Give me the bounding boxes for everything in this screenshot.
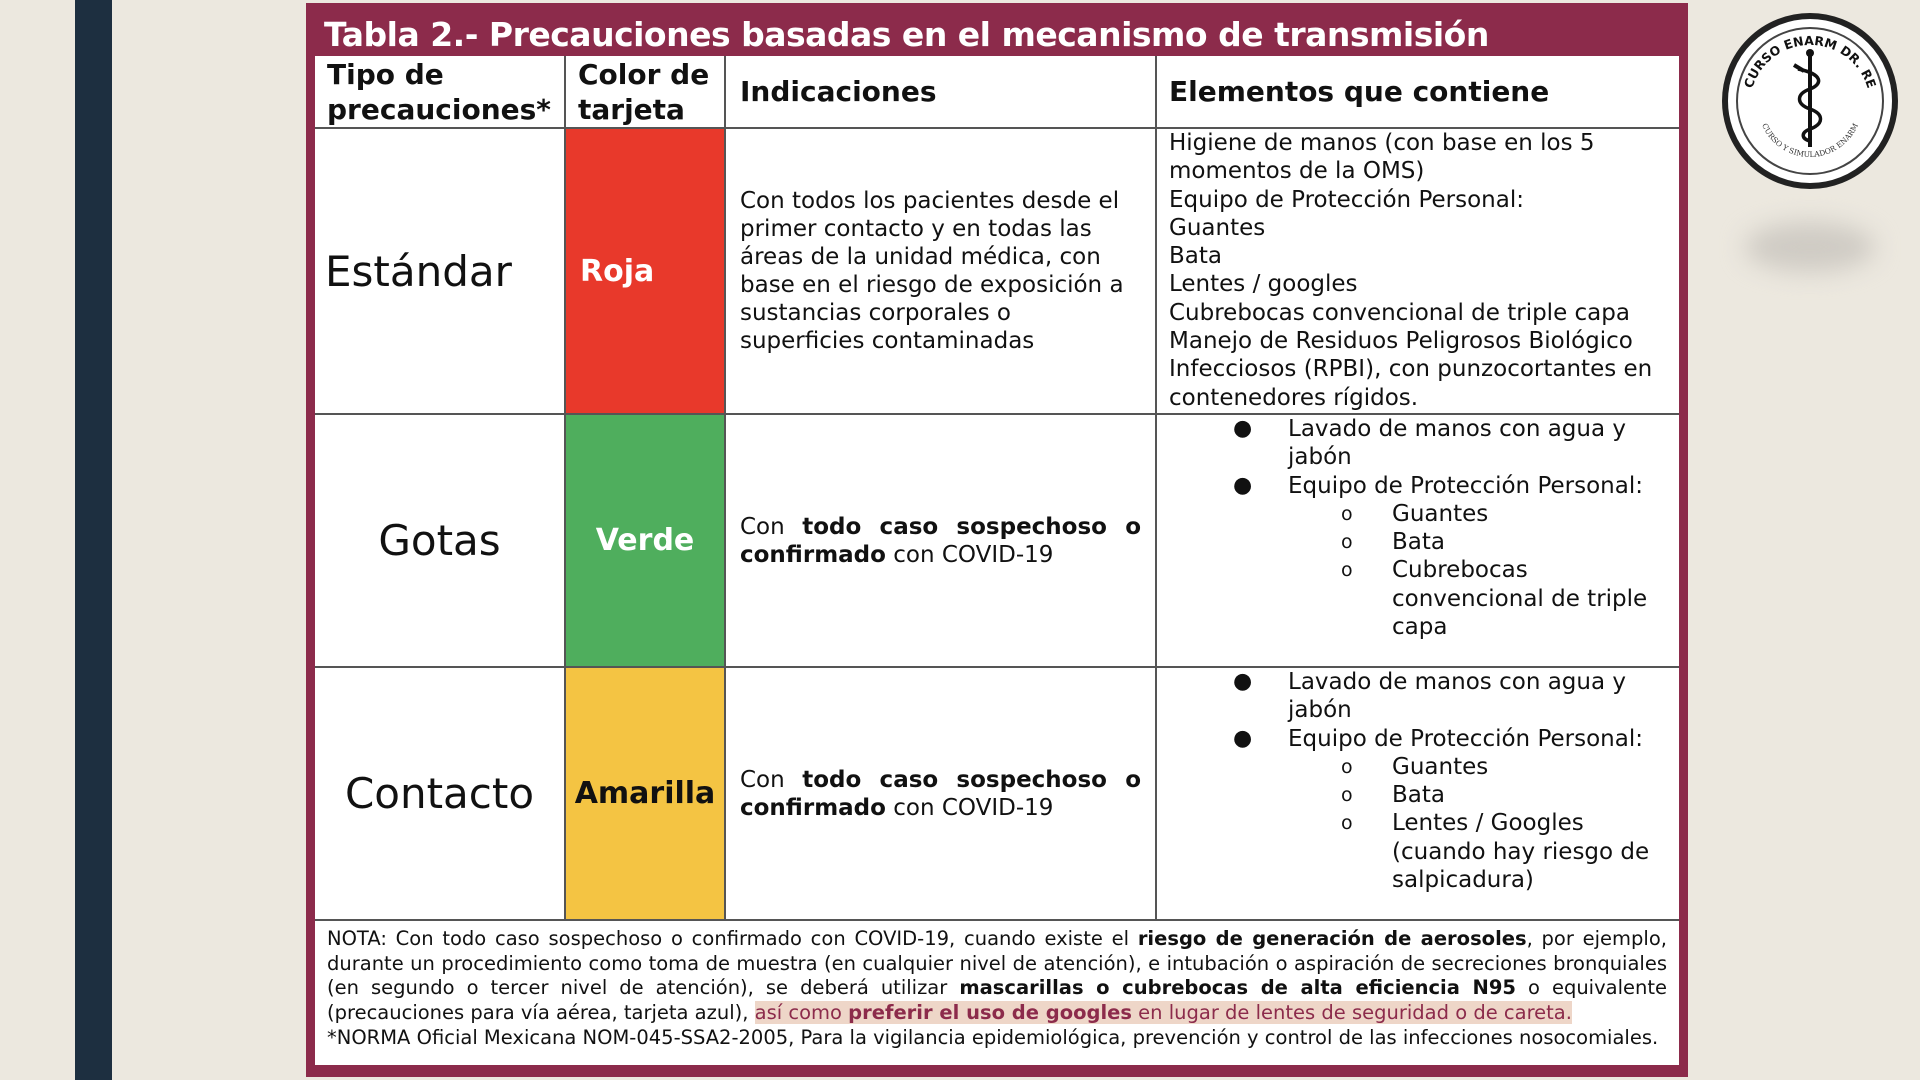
list-item: Guantes: [1169, 214, 1266, 241]
circle-bullet-icon: o: [1341, 755, 1353, 778]
table-row: [315, 415, 1679, 668]
indication-pre: Con: [740, 766, 785, 793]
elements-list: [1157, 415, 1679, 666]
indication: [726, 668, 1157, 919]
indication: [726, 415, 1157, 666]
circle-bullet-icon: o: [1341, 502, 1353, 525]
list-subitem: o Guantes: [1341, 753, 1489, 780]
color-label: Roja: [580, 253, 655, 289]
color-label: Verde: [595, 523, 695, 558]
indication-bold: todo caso sospechoso o confirmado: [740, 766, 1142, 821]
list-subitem: o Cubrebocas convencional de triple capa: [1341, 557, 1648, 641]
left-accent-bar: [75, 0, 112, 1080]
precaution-type: Estándar: [315, 129, 566, 413]
elements-list: [1157, 129, 1679, 413]
header-tipo: Tipo de precauciones*: [315, 56, 566, 127]
precautions-table: [315, 56, 1679, 1065]
header-indicaciones: Indicaciones: [726, 56, 1157, 127]
circle-bullet-icon: o: [1341, 559, 1353, 582]
list-subitem: o Bata: [1341, 529, 1445, 556]
list-item: ● Equipo de Protección Personal:: [1233, 725, 1643, 752]
color-card-yellow: [566, 668, 726, 919]
table-row: [315, 129, 1679, 415]
indication-text: Con todos los pacientes desde el primer contacto y en todas las áreas de la unidad médica, con base en el riesgo de exposición a sustancias corporales o superficies contaminadas: [740, 188, 1124, 354]
list-subitem: o Guantes: [1341, 500, 1489, 527]
color-label: Amarilla: [574, 776, 716, 811]
circle-bullet-icon: o: [1341, 812, 1353, 835]
circle-bullet-icon: o: [1341, 784, 1353, 807]
precaution-type: Contacto: [315, 668, 566, 919]
table-note: [315, 921, 1679, 1051]
course-logo: [1722, 13, 1898, 189]
elements-list: [1157, 668, 1679, 919]
indication-text: [740, 513, 1141, 569]
caduceus-icon: [1794, 49, 1821, 147]
list-item: Lentes / googles: [1169, 271, 1358, 298]
table-title: Tabla 2.- Precauciones basadas en el mecanismo de transmisión: [324, 15, 1489, 54]
list-subitem: o Bata: [1341, 782, 1445, 809]
color-card-green: [566, 415, 726, 666]
header-elementos: Elementos que contiene: [1169, 75, 1550, 108]
logo-svg: [1728, 19, 1892, 183]
list-item: Bata: [1169, 243, 1222, 270]
highlighted-text: así como preferir el uso de googles en lugar de lentes de seguridad o de careta.: [754, 1001, 1572, 1025]
list-item: Higiene de manos (con base en los 5 momentos de la OMS): [1169, 130, 1595, 185]
note-paragraph: NOTA: Con todo caso sospechoso o confirmado con COVID-19, cuando existe el riesgo de generación de aerosoles, por ejemplo, durante un procedimiento como toma de muestra (en cualquier nivel de atención), e intubación o aspiración de secreciones bronquiales (en segundo o tercer nivel de atención), se deberá utilizar mascarillas o cubrebocas de alta eficiencia N95 o equivalente (precauciones para vía aérea, tarjeta azul), así como preferir el uso de googles en lugar de lentes de seguridad o de careta.: [327, 927, 1668, 1025]
logo-shadow: [1745, 222, 1875, 272]
list-item: Manejo de Residuos Peligrosos Biológico Infecciosos (RPBI), con punzocortantes en contenedores rígidos.: [1169, 328, 1653, 411]
logo-text-top: CURSO ENARM DR. RE: [1740, 32, 1880, 90]
list-item: Equipo de Protección Personal:: [1169, 186, 1524, 213]
list-item: Cubrebocas convencional de triple capa: [1169, 299, 1630, 326]
list-item: ● Lavado de manos con agua y jabón: [1233, 669, 1626, 724]
indication-post: con COVID-19: [893, 794, 1054, 821]
indication: [726, 129, 1157, 413]
indication-post: con COVID-19: [893, 541, 1054, 568]
list-subitem: o Lentes / Googles (cuando hay riesgo de salpicadura): [1341, 810, 1650, 894]
precautions-table-frame: [306, 3, 1688, 1077]
indication-text: [740, 766, 1141, 822]
bullet-icon: ●: [1233, 669, 1253, 694]
indication-bold: todo caso sospechoso o confirmado: [740, 513, 1142, 568]
color-card-red: [566, 129, 726, 413]
table-header-row: [315, 56, 1679, 129]
table-row: [315, 668, 1679, 921]
list-item: ● Lavado de manos con agua y jabón: [1233, 416, 1626, 471]
norma-reference: *NORMA Oficial Mexicana NOM-045-SSA2-2005, Para la vigilancia epidemiológica, prevención y control de las infecciones nosocomiales.: [327, 1025, 1659, 1049]
indication-pre: Con: [740, 513, 785, 540]
circle-bullet-icon: o: [1341, 531, 1353, 554]
logo-text-bottom: CURSO Y SIMULADOR ENARM: [1760, 121, 1860, 160]
bullet-icon: ●: [1233, 725, 1253, 751]
bullet-icon: ●: [1233, 472, 1253, 498]
bullet-icon: ●: [1233, 416, 1253, 441]
list-item: ● Equipo de Protección Personal:: [1233, 472, 1643, 499]
precaution-type: Gotas: [315, 415, 566, 666]
header-color: Color de tarjeta: [566, 56, 726, 127]
